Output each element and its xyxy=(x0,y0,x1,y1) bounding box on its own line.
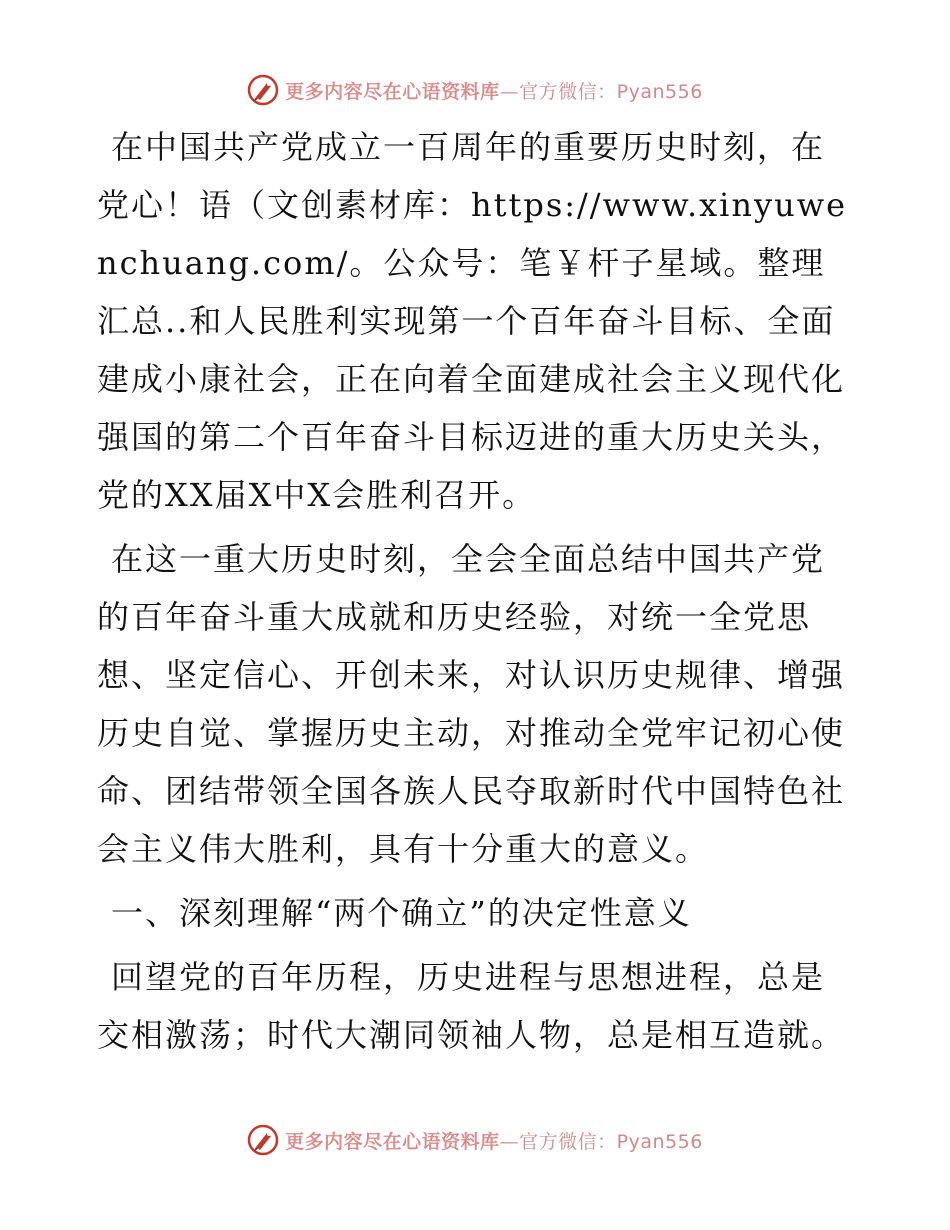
section-heading-1 xyxy=(97,884,857,942)
header-brand: 更多内容尽在心语资料库 xyxy=(285,80,500,103)
footer-contact: 官方微信：Pyan556 xyxy=(519,1130,703,1153)
paragraph-1-text: 在中国共产党成立一百周年的重要历史时刻，在党心！语（文创素材库：https://www.xinyuwenchuang.com/。公众号：笔￥杆子星域。整理汇总..和人民胜利实现第一个百年奋斗目标、全面建成小康社会，正在向着全面建成社会主义现代化强国的第二个百年奋斗目标迈进的重大历史关头，党的XX届X中X会胜利召开。 xyxy=(97,128,848,514)
pen-logo-icon xyxy=(247,1124,279,1156)
footer-banner-text xyxy=(285,1127,703,1154)
header-banner-text xyxy=(285,77,703,104)
paragraph-2-text: 在这一重大历史时刻，全会全面总结中国共产党的百年奋斗重大成就和历史经验，对统一全党思想、坚定信心、开创未来，对认识历史规律、增强历史自觉、掌握历史主动，对推动全党牢记初心使命、团结带领全国各族人民夺取新时代中国特色社会主义伟大胜利，具有十分重大的意义。 xyxy=(97,540,846,868)
section-heading-1-text: 一、深刻理解“两个确立”的决定性意义 xyxy=(111,894,692,932)
header-separator: — xyxy=(499,80,520,103)
paragraph-1 xyxy=(97,118,857,524)
document-body xyxy=(97,118,857,1070)
pen-logo-icon xyxy=(247,74,279,106)
header-contact: 官方微信：Pyan556 xyxy=(519,80,703,103)
header-banner xyxy=(0,70,950,110)
footer-banner xyxy=(0,1120,950,1160)
paragraph-2 xyxy=(97,530,857,878)
footer-brand: 更多内容尽在心语资料库 xyxy=(285,1130,500,1153)
paragraph-3-text: 回望党的百年历程，历史进程与思想进程，总是交相激荡；时代大潮同领袖人物，总是相互造就。 xyxy=(97,958,846,1054)
footer-separator: — xyxy=(499,1130,520,1153)
paragraph-3 xyxy=(97,948,857,1064)
